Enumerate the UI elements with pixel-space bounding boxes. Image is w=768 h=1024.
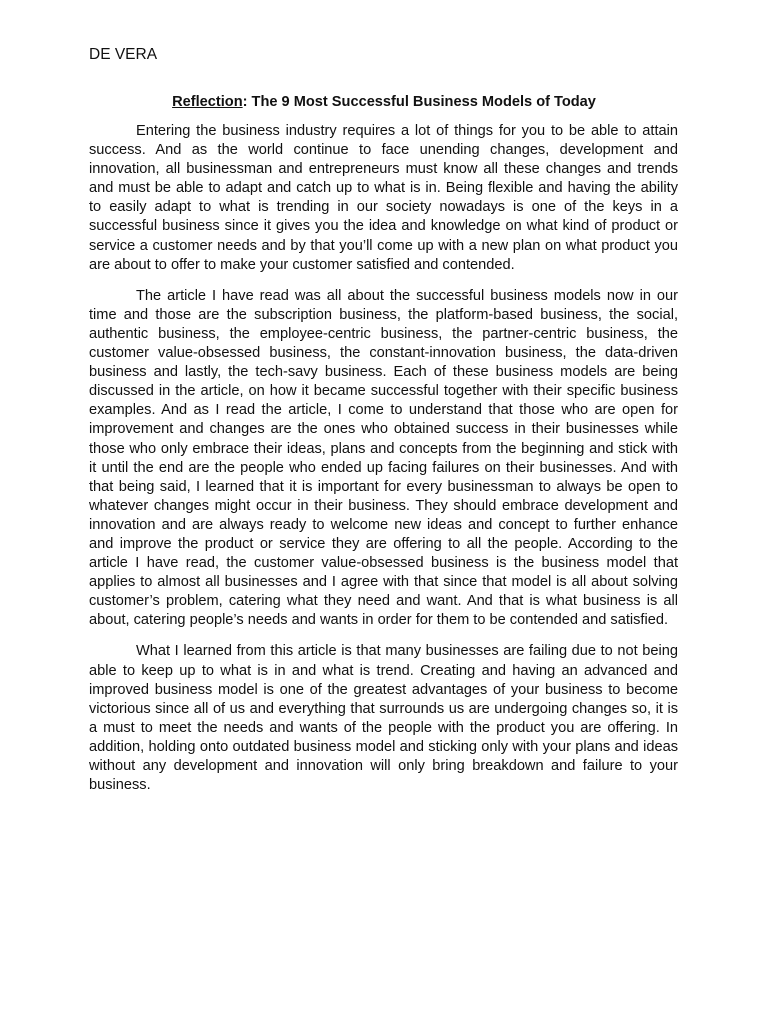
document-body bbox=[89, 122, 678, 807]
paragraph-intro: Entering the business industry requires a lot of things for you to be able to attain success. And as the world continue to face unending changes, development and innovation, all businessman and entrepreneurs must know all these changes and trends and must be able to adapt and catch up to what is in. Being flexible and having the ability to easily adapt to what is trending in our society nowadays is one of the keys in a successful business since it gives you the idea and knowledge on what kind of product or service a customer needs and by that you’ll come up with a new plan on what product you are about to offer to make your customer satisfied and contended. bbox=[89, 123, 678, 273]
title-reflection-label: Reflection bbox=[172, 94, 243, 110]
document-title bbox=[89, 93, 679, 111]
author-name: DE VERA bbox=[89, 46, 158, 63]
paragraph-article-summary: The article I have read was all about the successful business models now in our time and those are the subscription business, the platform-based business, the social, authentic business, the employee-centric business, the partner-centric business, the customer value-obsessed business, the constant-innovation business, the data-driven business and lastly, the tech-savy business. Each of these business models are being discussed in the article, on how it became successful together with their specific business examples. And as I read the article, I come to understand that those who are open for improvement and changes are the ones who obtained success in their businesses while those who only embrace their ideas, plans and concepts from the beginning and stick with it until the end are the people who ended up facing failures on their businesses. And with that being said, I learned that it is important for every businessman to always be open to whatever changes might occur in their business. They should embrace development and innovation and are always ready to welcome new ideas and concept to further enhance and improve the product or service they are offering to all the people. According to the article I have read, the customer value-obsessed business is the business model that applies to almost all businesses and I agree with that since that model is all about solving customer’s problem, catering what they need and want. And that is what business is all about, catering people’s needs and wants in order for them to be contended and satisfied. bbox=[89, 287, 678, 629]
paragraph-conclusion: What I learned from this article is that many businesses are failing due to not being able to keep up to what is in and what is trend. Creating and having an advanced and improved business model is one of the greatest advantages of your business to become victorious since all of us and everything that surrounds us are undergoing changes so, it is a must to meet the needs and wants of the people with the product you are offering. In addition, holding onto outdated business model and sticking only with your plans and ideas without any development and innovation will only bring breakdown and failure to your business. bbox=[89, 643, 678, 794]
title-text: : The 9 Most Successful Business Models of Today bbox=[242, 94, 596, 110]
